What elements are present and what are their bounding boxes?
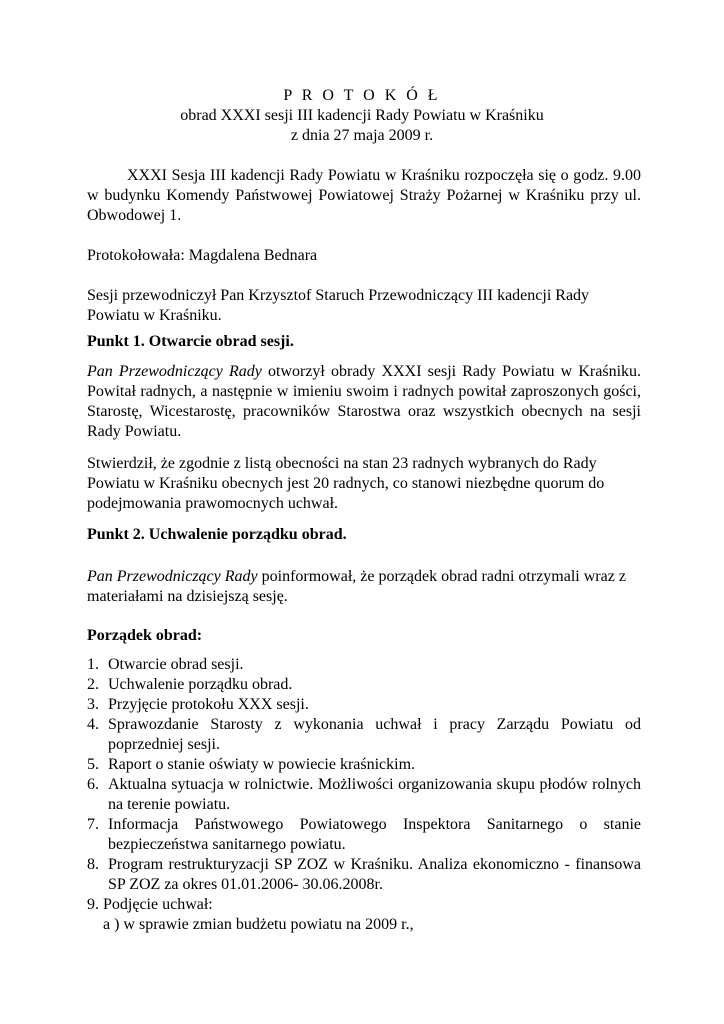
agenda-item	[87, 855, 641, 895]
point1-paragraph1	[87, 362, 641, 442]
agenda-item	[87, 775, 641, 815]
agenda-item-text: Uchwalenie porządku obrad.	[108, 676, 293, 693]
agenda-item	[87, 755, 641, 775]
agenda-item-text: Otwarcie obrad sesji.	[108, 656, 244, 673]
agenda-item	[87, 655, 641, 675]
agenda-item-text: Informacja Państwowego Powiatowego Inspektora Sanitarnego o stanie bezpieczeństwa sanitarnego powiatu.	[108, 816, 641, 853]
agenda-item-text: Aktualna sytuacja w rolnictwie. Możliwości organizowania skupu płodów rolnych na terenie powiatu.	[108, 776, 641, 813]
chairman-italic-label: Pan Przewodniczący Rady	[87, 568, 258, 585]
point1-heading: Punkt 1. Otwarcie obrad sesji.	[87, 333, 294, 350]
session-date: z dnia 27 maja 2009 r.	[290, 127, 434, 144]
chairman-italic-label: Pan Przewodniczący Rady	[87, 363, 262, 380]
agenda-item-text: Program restrukturyzacji SP ZOZ w Kraśniku. Analiza ekonomiczno - finansowa SP ZOZ za okres 01.01.2006- 30.06.2008r.	[108, 856, 641, 893]
agenda-item	[87, 815, 641, 855]
agenda-item	[87, 695, 641, 715]
agenda-item	[87, 675, 641, 695]
agenda-item-number: 4.	[87, 716, 99, 733]
opening-paragraph: XXXI Sesja III kadencji Rady Powiatu w Kraśniku rozpoczęła się o godz. 9.00 w budynku Komendy Państwowej Powiatowej Straży Pożarnej w Kraśniku przy ul. Obwodowej 1.	[87, 167, 641, 224]
agenda-item	[87, 715, 641, 755]
point2-paragraph	[87, 567, 641, 607]
agenda-item-number: 7.	[87, 816, 99, 833]
chair-paragraph: Sesji przewodniczył Pan Krzysztof Staruch Przewodniczący III kadencji Rady Powiatu w Kraśniku.	[87, 287, 590, 324]
recorder-line: Protokołowała: Magdalena Bednara	[87, 247, 318, 264]
agenda-item-number: 2.	[87, 676, 99, 693]
point1-paragraph2: Stwierdził, że zgodnie z listą obecności na stan 23 radnych wybranych do Rady Powiatu w Kraśniku obecnych jest 20 radnych, co stanowi niezbędne quorum do podejmowania prawomocnych uchwał.	[87, 455, 605, 512]
agenda-item-number: 1.	[87, 656, 99, 673]
agenda-item-number: 6.	[87, 776, 99, 793]
agenda-item-9: 9. Podjęcie uchwał:	[87, 896, 213, 913]
agenda-item-number: 3.	[87, 696, 99, 713]
point2-paragraph-text: poinformował, że porządek obrad radni otrzymali wraz z materiałami na dzisiejszą sesję.	[87, 568, 626, 605]
agenda-item-number: 5.	[87, 756, 99, 773]
point2-heading: Punkt 2. Uchwalenie porządku obrad.	[87, 526, 347, 543]
agenda-item-number: 8.	[87, 856, 99, 873]
document-title: P R O T O K Ó Ł	[283, 87, 441, 104]
agenda-item-text: Sprawozdanie Starosty z wykonania uchwał i pracy Zarządu Powiatu od poprzedniej sesji.	[108, 716, 641, 753]
agenda-item-9a: a ) w sprawie zmian budżetu powiatu na 2009 r.,	[103, 916, 414, 933]
point1-paragraph1-text: otworzył obrady XXXI sesji Rady Powiatu w Kraśniku. Powitał radnych, a następnie w imieniu swoim i radnych powitał zaproszonych gości, Starostę, Wicestarostę, pracowników Starostwa oraz wszystkich obecnych na sesji Rady Powiatu.	[87, 363, 642, 440]
session-subtitle: obrad XXXI sesji III kadencji Rady Powiatu w Kraśniku	[180, 107, 544, 124]
agenda-heading: Porządek obrad:	[87, 627, 203, 644]
agenda-list	[87, 655, 641, 935]
agenda-item-text: Raport o stanie oświaty w powiecie kraśnickim.	[108, 756, 416, 773]
agenda-item-text: Przyjęcie protokołu XXX sesji.	[108, 696, 309, 713]
